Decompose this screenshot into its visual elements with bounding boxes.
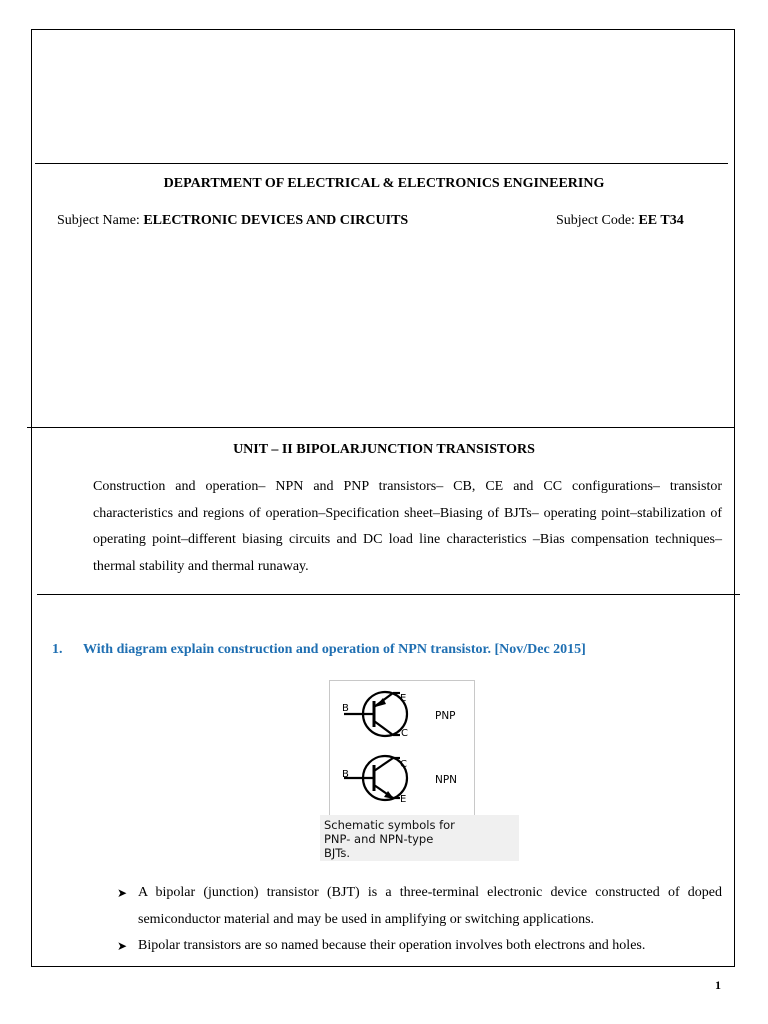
figure-caption [320, 815, 519, 861]
pnp-collector-label: C [401, 728, 408, 739]
department-heading: DEPARTMENT OF ELECTRICAL & ELECTRONICS ENGINEERING [163, 176, 605, 191]
caption-line: Schematic symbols for [324, 818, 455, 832]
bjt-symbols-figure [329, 680, 475, 816]
arrow-bullet-icon: ➤ [117, 939, 128, 953]
pnp-symbol [344, 692, 407, 736]
unit-title: UNIT – II BIPOLARJUNCTION TRANSISTORS [233, 442, 535, 457]
npn-label: NPN [435, 774, 458, 786]
caption-line: PNP- and NPN-type [324, 832, 434, 846]
npn-base-label: B [342, 769, 349, 780]
arrow-bullet-icon: ➤ [117, 886, 128, 900]
question-heading [52, 642, 586, 658]
subject-name-value: ELECTRONIC DEVICES AND CIRCUITS [143, 213, 409, 228]
bullet-list [117, 880, 722, 960]
page-number: 1 [715, 978, 721, 992]
question-text: With diagram explain construction and operation of NPN transistor. [Nov/Dec 2015] [83, 642, 586, 657]
list-item-text: Bipolar transistors are so named because their operation involves both electrons and holes. [138, 938, 646, 953]
pnp-emitter-label: E [400, 693, 407, 704]
npn-collector-label: C [400, 759, 407, 770]
unit-syllabus: Construction and operation– NPN and PNP transistors– CB, CE and CC configurations– transistor characteristics and regions of operation–Specification sheet–Biasing of BJTs– operating point–stabilization of operating point–different biasing circuits and DC load line characteristics –Bias compensation techniques–thermal stability and thermal runaway. [93, 479, 722, 574]
pnp-base-label: B [342, 703, 349, 714]
list-item [117, 880, 722, 933]
divider-unit [27, 427, 735, 428]
npn-symbol [344, 756, 407, 800]
npn-emitter-label: E [400, 794, 407, 805]
subject-code [556, 213, 684, 229]
subject-name [57, 213, 408, 229]
divider-top [35, 163, 728, 164]
pnp-label: PNP [435, 710, 456, 722]
question-number: 1. [52, 642, 63, 657]
subject-name-label: Subject Name: [57, 213, 144, 228]
divider-syllabus [37, 594, 740, 595]
bjt-symbols-diagram [330, 681, 474, 815]
subject-code-label: Subject Code: [556, 213, 639, 228]
caption-line: BJTs. [324, 846, 351, 860]
subject-code-value: EE T34 [638, 213, 684, 228]
list-item-text: A bipolar (junction) transistor (BJT) is a three-terminal electronic device constructed of doped semiconductor material and may be used in amplifying or switching applications. [138, 885, 722, 927]
list-item [117, 933, 722, 960]
